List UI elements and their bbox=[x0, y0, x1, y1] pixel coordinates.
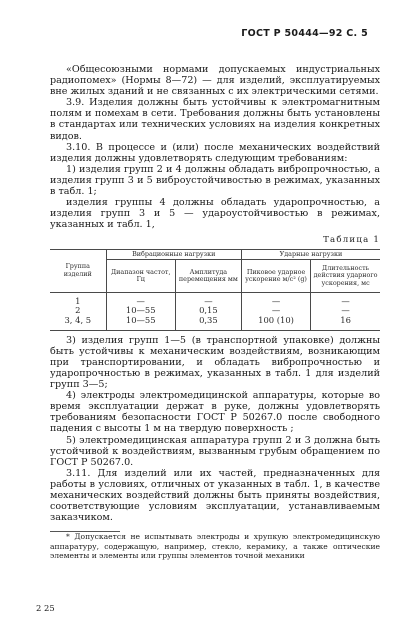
table-header-frequency: Диапазон частот, Гц bbox=[106, 260, 175, 293]
item-1: 1) изделия групп 2 и 4 должны обладать вибропрочностью, а изделия групп 3 и 5 виброустойчивостью в режимах, указанных в табл. 1; bbox=[50, 163, 380, 198]
paragraph-3-10: 3.10. В процессе и (или) после механических воздействий изделия должны удовлетворять следующим требованиям: bbox=[50, 141, 380, 164]
table-row bbox=[50, 293, 380, 307]
cell-acceleration: 100 (10) bbox=[241, 316, 310, 331]
table-header-amplitude: Амплитуда перемещения мм bbox=[175, 260, 241, 293]
table-header-group: Группа изделий bbox=[50, 249, 106, 293]
cell-frequency: — bbox=[106, 293, 175, 307]
cell-amplitude: 0,35 bbox=[175, 316, 241, 331]
cell-group: 2 bbox=[50, 306, 106, 315]
table-row bbox=[50, 316, 380, 331]
cell-duration: 16 bbox=[311, 316, 380, 331]
item-4: 4) электроды электромедицинской аппаратуры, которые во время эксплуатации держат в руке, должны удовлетворять требованиям безопасности ГОСТ Р 50267.0 после свободного падения с высоты 1 м на твердую поверхность ; bbox=[50, 390, 380, 435]
cell-duration: — bbox=[311, 306, 380, 315]
item-5: 5) электромедицинская аппаратура групп 2 и 3 должна быть устойчивой к воздействиям, вызванным грубым обращением по ГОСТ Р 50267.0. bbox=[50, 434, 380, 468]
table-caption: Таблица 1 bbox=[323, 235, 380, 246]
item-2: изделия группы 4 должны обладать ударопрочностью, а изделия групп 3 и 5 — удароустойчивостью в режимах, указанных и табл. 1, bbox=[50, 197, 380, 231]
cell-acceleration: — bbox=[241, 293, 310, 307]
table-header-acceleration: Пиковое ударное ускорение м/с² (g) bbox=[241, 260, 310, 293]
paragraph-3-9: 3.9. Изделия должны быть устойчивы к электромагнитным полям и помехам в сети. Требования должны быть установлены в стандартах или технических условиях на изделия конкретных видов. bbox=[50, 97, 380, 142]
table-header-shock: Ударные нагрузки bbox=[241, 249, 380, 260]
cell-amplitude: 0,15 bbox=[175, 306, 241, 315]
paragraph-continuation: «Общесоюзными нормами допускаемых индустриальных радиопомех» (Нормы 8—72) — для изделий, эксплуатируемых вне жилых зданий и не связанных с их электрическими сетями. bbox=[50, 64, 380, 98]
cell-acceleration: — bbox=[241, 306, 310, 315]
cell-frequency: 10—55 bbox=[106, 306, 175, 315]
cell-duration: — bbox=[311, 293, 380, 307]
table-1 bbox=[50, 249, 380, 331]
table-header-duration: Длительность действия ударного ускорения, мс bbox=[311, 260, 380, 293]
running-header: ГОСТ Р 50444—92 С. 5 bbox=[241, 28, 368, 39]
footnote: * Допускается не испытывать электроды и хрупкую электромедицинскую аппаратуру, содержащую, например, стекло, керамику, а также оптические элементы и элементы или группы элементов точной механики bbox=[50, 532, 380, 560]
cell-amplitude: — bbox=[175, 293, 241, 307]
cell-group: 3, 4, 5 bbox=[50, 316, 106, 331]
page-number: 2 25 bbox=[36, 603, 55, 613]
table-header-vibration: Вибрационные нагрузки bbox=[106, 249, 241, 260]
body-text bbox=[50, 64, 380, 560]
item-3: 3) изделия групп 1—5 (в транспортной упаковке) должны быть устойчивы к механическим воздействиям, возникающим при транспортировании, и обладать вибропрочностью и ударопрочностью в режимах, указанных в табл. 1 для изделий групп 3—5; bbox=[50, 334, 380, 391]
paragraph-3-11: 3.11. Для изделий или их частей, предназначенных для работы в условиях, отличных от указанных в табл. 1, в качестве механических воздействий должны быть приняты воздействия, соответствующие условиям эксплуатации, устанавливаемым заказчиком. bbox=[50, 467, 380, 524]
cell-group: 1 bbox=[50, 293, 106, 307]
cell-frequency: 10—55 bbox=[106, 316, 175, 331]
